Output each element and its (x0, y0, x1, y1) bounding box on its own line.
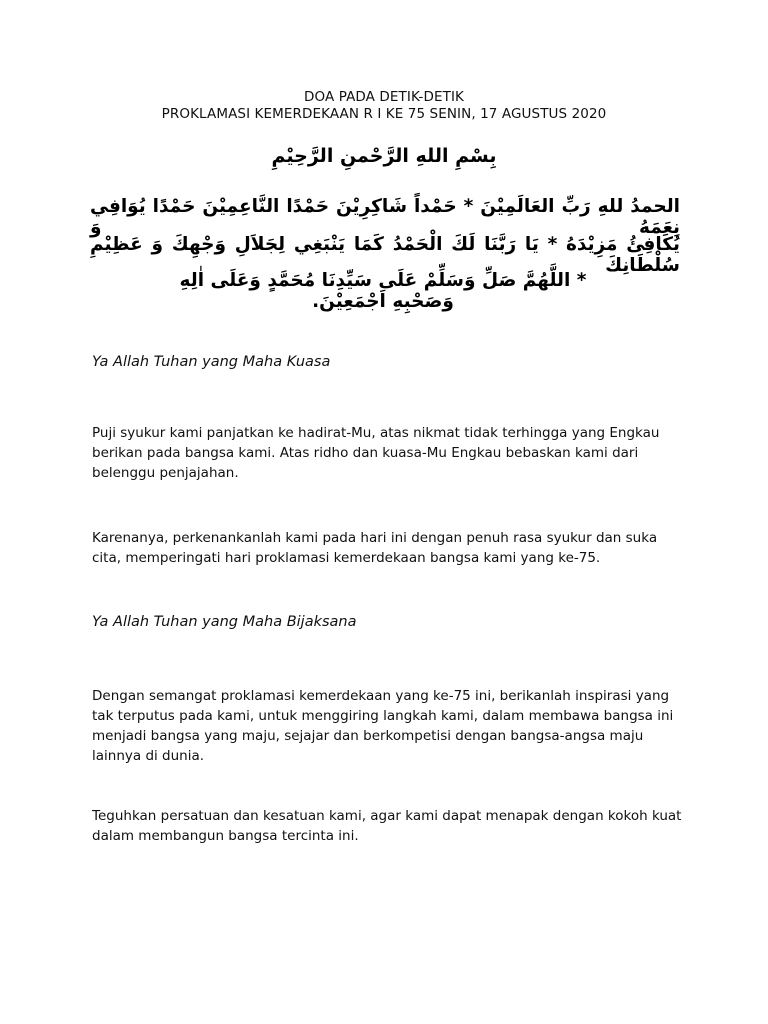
paragraph-teguhkan-persatuan: Teguhkan persatuan dan kesatuan kami, agar kami dapat menapak dengan kokoh kuat dalam membangun bangsa tercinta ini. (92, 808, 682, 844)
document-title-line1: DOA PADA DETIK-DETIK (304, 89, 464, 105)
paragraph-puji-syukur: Puji syukur kami panjatkan ke hadirat-Mu, atas nikmat tidak terhingga yang Engkau berikan pada bangsa kami. Atas ridho dan kuasa-Mu Engkau bebaskan kami dari belenggu penjajahan. (92, 425, 660, 481)
arabic-prayer-line1: الحمدُ للهِ رَبِّ العَالَمِيْنَ * حَمْداً شَاكِرِيْنَ حَمْدًا النَّاعِمِيْنَ حَمْدًا يُوَافِي نِعَمَهُ وَ (90, 196, 680, 238)
paragraph-karenanya: Karenanya, perkenankanlah kami pada hari ini dengan penuh rasa syukur dan suka cita, memperingati hari proklamasi kemerdekaan bangsa kami yang ke-75. (92, 530, 658, 566)
basmala-text: بِسْمِ اللهِ الرَّحْمنِ الرَّحِيْمِ (271, 145, 497, 167)
arabic-prayer-line2: يُكَافِئُ مَزِيْدَهُ * يَا رَبَّنَا لَكَ الْحَمْدُ كَمَا يَنْبَغِي لِجَلاَلِ وَجْهِكَ وَ عَظِيْمِ سُلْطَانِكَ (90, 234, 680, 276)
paragraph-semangat-proklamasi: Dengan semangat proklamasi kemerdekaan yang ke-75 ini, berikanlah inspirasi yang tak terputus pada kami, untuk menggiring langkah kami, dalam membawa bangsa ini menjadi bangsa yang maju, sejajar dan berkompetisi dengan bangsa-angsa maju lainnya di dunia. (92, 688, 674, 764)
document-title-line2: PROKLAMASI KEMERDEKAAN R I KE 75 SENIN, 17 AGUSTUS 2020 (161, 106, 607, 122)
section-heading-maha-bijaksana: Ya Allah Tuhan yang Maha Bijaksana (92, 614, 357, 630)
arabic-prayer-line3: * اللَّهُمَّ صَلِّ وَسَلِّمْ عَلَى سَيِّدِنَا مُحَمَّدٍ وَعَلَى اٰلِهِ وَصَحْبِهِ اَجْمَعِيْنَ. (179, 270, 587, 312)
section-heading-maha-kuasa: Ya Allah Tuhan yang Maha Kuasa (92, 354, 331, 370)
